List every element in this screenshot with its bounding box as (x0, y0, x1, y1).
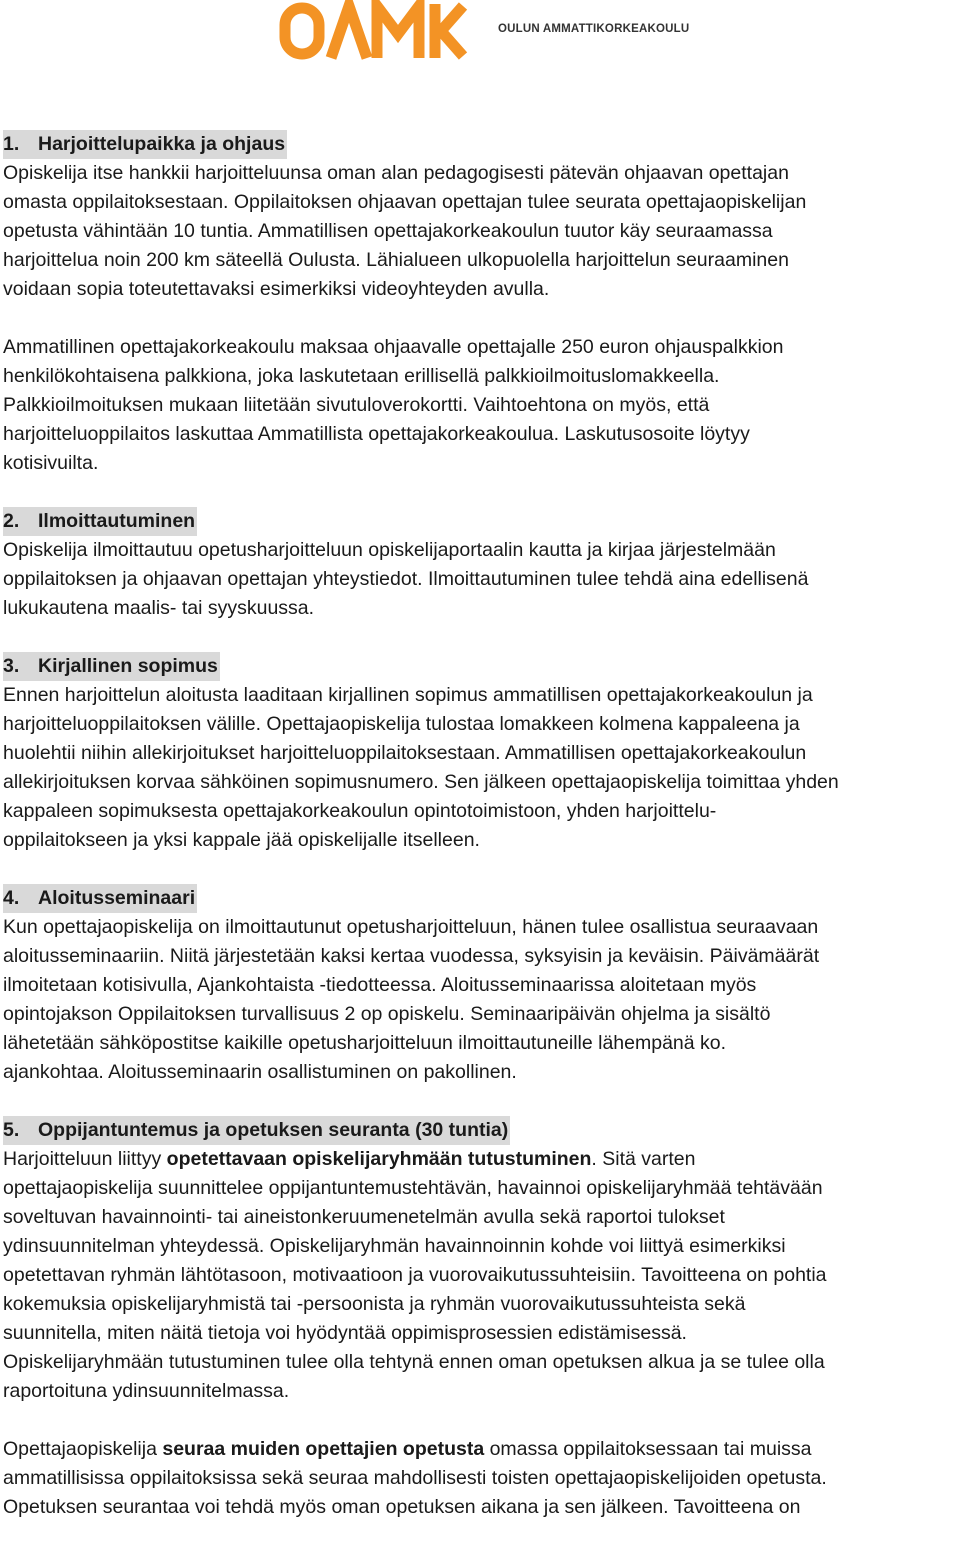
text-line: opintojakson Oppilaitoksen turvallisuus 2 op opiskelu. Seminaaripäivän ohjelma ja sisältö (3, 1003, 771, 1025)
section-title: Kirjallinen sopimus (38, 655, 218, 677)
text-line: allekirjoituksen korvaa sähköinen sopimusnumero. Sen jälkeen opettajaopiskelija toimittaa yhden (3, 771, 839, 793)
text-line: oppilaitokseen ja yksi kappale jää opiskelijalle itselleen. (3, 829, 480, 851)
text-line: soveltuvan havainnointi- tai aineistonkeruumenetelmän avulla sekä raportoi tulokset (3, 1206, 725, 1228)
document-body (3, 130, 959, 1551)
text-line: lähetetään sähköpostitse kaikille opetusharjoitteluun ilmoittautuneille lähempänä ko. (3, 1032, 727, 1054)
text-line: omasta oppilaitoksestaan. Oppilaitoksen ohjaavan opettajan tulee seurata opettajaopiskelijan (3, 191, 807, 213)
section-heading (3, 130, 287, 159)
section-number: 5. (3, 1119, 20, 1141)
text-line: harjoittelua noin 200 km säteellä Oulusta. Lähialueen ulkopuolella harjoittelun seuraaminen (3, 249, 789, 271)
text-line: ilmoitetaan kotisivulla, Ajankohtaista -tiedotteessa. Aloitusseminaarissa aloitetaan myös (3, 974, 757, 996)
section-heading (3, 507, 197, 536)
text-line: suunnitella, miten näitä tietoja voi hyödyntää oppimisprosessien edistämisessä. (3, 1322, 687, 1344)
oamk-logo-mark (279, 0, 469, 62)
section-1 (3, 130, 959, 478)
section-number: 1. (3, 133, 20, 155)
text-line: opettajaopiskelija suunnittelee oppijantuntemustehtävän, havainnoi opiskelijaryhmää tehtävään (3, 1177, 823, 1199)
text-line: Kun opettajaopiskelija on ilmoittautunut opetusharjoitteluun, hänen tulee osallistua seuraavaan (3, 916, 819, 938)
text-line: opetettavan ryhmän lähtötasoon, motivaatioon ja vuorovaikutussuhteisiin. Tavoitteena on pohtia (3, 1264, 827, 1286)
text-line: lukukautena maalis- tai syyskuussa. (3, 597, 315, 619)
oamk-logo-text: OULUN AMMATTIKORKEAKOULU (498, 23, 690, 35)
oamk-logo (279, 0, 699, 64)
text-line (3, 1145, 959, 1174)
text-line: voidaan sopia toteutettavaksi esimerkiksi videoyhteyden avulla. (3, 278, 550, 300)
text-line: ajankohtaa. Aloitusseminaarin osallistuminen on pakollinen. (3, 1061, 517, 1083)
text-line (3, 1435, 959, 1464)
section-3 (3, 652, 959, 855)
text-line: oppilaitoksen ja ohjaavan opettajan yhteystiedot. Ilmoittautuminen tulee tehdä aina edellisenä (3, 568, 809, 590)
bold-phrase: opetettavaan opiskelijaryhmään tutustuminen (166, 1148, 592, 1170)
text-line: Opiskelija itse hankkii harjoitteluunsa oman alan pedagogisesti pätevän ohjaavan opettajan (3, 162, 789, 184)
text-run: Harjoitteluun liittyy (3, 1148, 167, 1170)
text-line: kokemuksia opiskelijaryhmistä tai -persoonista ja ryhmän vuorovaikutussuhteista sekä (3, 1293, 746, 1315)
text-run: Opettajaopiskelija (3, 1438, 163, 1460)
text-run: omassa oppilaitoksessaan tai muissa (484, 1438, 812, 1460)
section-title: Harjoittelupaikka ja ohjaus (38, 133, 286, 155)
section-5 (3, 1116, 959, 1522)
text-line: opetusta vähintään 10 tuntia. Ammatillisen opettajakorkeakoulun tuutor käy seuraamassa (3, 220, 773, 242)
text-line: kappaleen sopimuksesta opettajakorkeakoulun opintotoimistoon, yhden harjoittelu- (3, 800, 717, 822)
text-line: Ennen harjoittelun aloitusta laaditaan kirjallinen sopimus ammatillisen opettajakorkeakoulun ja (3, 684, 813, 706)
section-2 (3, 507, 959, 623)
paragraph (3, 1145, 959, 1406)
paragraph (3, 681, 959, 855)
text-line: Palkkioilmoituksen mukaan liitetään sivutuloverokortti. Vaihtoehtona on myös, että (3, 394, 710, 416)
paragraph (3, 333, 959, 478)
text-line: raportoituna ydinsuunnitelmassa. (3, 1380, 290, 1402)
section-number: 3. (3, 655, 20, 677)
section-number: 4. (3, 887, 20, 909)
section-title: Ilmoittautuminen (38, 510, 196, 532)
paragraph (3, 159, 959, 304)
text-line: Ammatillinen opettajakorkeakoulu maksaa ohjaavalle opettajalle 250 euron ohjauspalkkion (3, 336, 784, 358)
section-title: Aloitusseminaari (38, 887, 196, 909)
text-line: henkilökohtaisena palkkiona, joka laskutetaan erillisellä palkkioilmoituslomakkeella. (3, 365, 720, 387)
section-4 (3, 884, 959, 1087)
text-line: aloitusseminaariin. Niitä järjestetään kaksi kertaa vuodessa, syksyisin ja keväisin. Päivämäärät (3, 945, 820, 967)
section-heading (3, 884, 197, 913)
section-heading (3, 652, 220, 681)
section-heading (3, 1116, 510, 1145)
text-line: Opiskelija ilmoittautuu opetusharjoitteluun opiskelijaportaalin kautta ja kirjaa järjestelmään (3, 539, 776, 561)
bold-phrase: seuraa muiden opettajien opetusta (162, 1438, 485, 1460)
text-line: harjoitteluoppilaitos laskuttaa Ammatillista opettajakorkeakoulua. Laskutusosoite löytyy (3, 423, 750, 445)
section-number: 2. (3, 510, 20, 532)
paragraph (3, 913, 959, 1087)
text-run: . Sitä varten (591, 1148, 696, 1170)
text-line: harjoitteluoppilaitoksen välille. Opettajaopiskelija tulostaa lomakkeen kolmena kappaleena ja (3, 713, 800, 735)
text-line: Opiskelijaryhmään tutustuminen tulee olla tehtynä ennen oman opetuksen alkua ja se tulee olla (3, 1351, 825, 1373)
paragraph (3, 536, 959, 623)
text-line: kotisivuilta. (3, 452, 99, 474)
paragraph (3, 1435, 959, 1522)
text-line: Opetuksen seurantaa voi tehdä myös oman opetuksen aikana ja sen jälkeen. Tavoitteena on (3, 1496, 801, 1518)
section-title: Oppijantuntemus ja opetuksen seuranta (30 tuntia) (38, 1119, 509, 1141)
text-line: huolehtii niihin allekirjoitukset harjoitteluoppilaitoksestaan. Ammatillisen opettajakorkeakoulun (3, 742, 807, 764)
text-line: ydinsuunnitelman yhteydessä. Opiskelijaryhmän havainnoinnin kohde voi liittyä esimerkiksi (3, 1235, 786, 1257)
text-line: ammatillisissa oppilaitoksissa sekä seuraa mahdollisesti toisten opettajaopiskelijoiden opetusta. (3, 1467, 827, 1489)
